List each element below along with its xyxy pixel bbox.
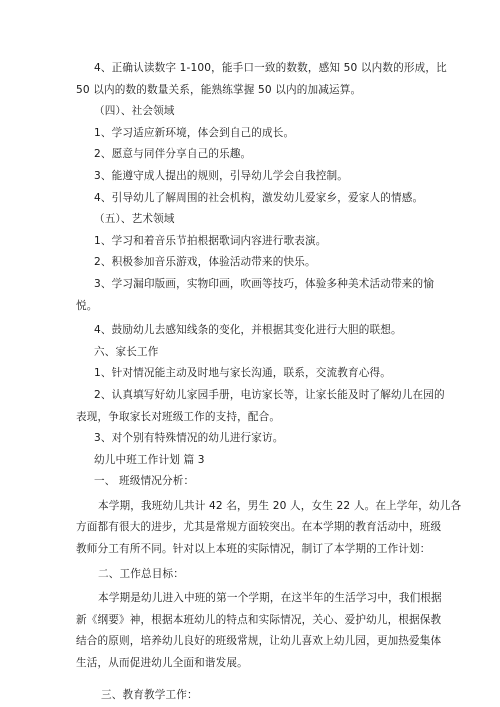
- paragraph-line: 教师分工有所不同。针对以上本班的实际情况，制订了本学期的工作计划：: [76, 543, 431, 556]
- paragraph-line: 本学期，我班幼儿共计 42 名，男生 20 人，女生 22 人。在上学年，幼儿各: [98, 499, 462, 512]
- list-item: 2、认真填写好幼儿家园手册，电访家长等，让家长能及时了解幼儿在园的: [94, 388, 445, 401]
- list-item: 3、能遵守成人提出的规则，引导幼儿学会自我控制。: [94, 169, 348, 182]
- paragraph-line: 本学期是幼儿进入中班的第一个学期，在这半年的生活学习中，我们根据: [98, 592, 442, 605]
- list-item: 4、鼓励幼儿去感知线条的变化，并根据其变化进行大胆的联想。: [94, 324, 402, 337]
- list-item: 3、学习漏印版画，实物印画，吹画等技巧，体验多种美术活动带来的愉: [94, 277, 434, 290]
- paragraph-line: 方面都有很大的进步，尤其是常规方面较突出。在本学期的教育活动中，班级: [76, 521, 442, 534]
- section-heading: （五）、艺术领域: [94, 213, 175, 226]
- list-item: 2、愿意与同伴分享自己的乐趣。: [94, 148, 252, 161]
- paragraph-line: 悦。: [76, 299, 98, 312]
- paragraph-line: 50 以内的数的数量关系，能熟练掌握 50 以内的加减运算。: [76, 83, 362, 96]
- list-item: 3、对个别有特殊情况的幼儿进行家访。: [94, 432, 284, 445]
- document-page: [76, 58, 462, 706]
- paragraph-line: 生活，从而促进幼儿全面和谐发展。: [76, 657, 248, 670]
- section-heading: 一、 班级情况分析：: [94, 475, 195, 488]
- paragraph-line: 新《纲要》神，根据本班幼儿的特点和实际情况，关心、爱护幼儿，根据保教: [76, 613, 442, 626]
- paragraph-line: 4、正确认读数字 1-100，能手口一致的数数，感知 50 以内数的形成，比: [94, 62, 447, 74]
- paragraph-line: 结合的原则，培养幼儿良好的班级常规，让幼儿喜欢上幼儿园，更加热爱集体: [76, 635, 442, 648]
- paragraph-line: 表现，争取家长对班级工作的支持，配合。: [76, 410, 281, 423]
- list-item: 1、学习和着音乐节拍根据歌词内容进行歌表演。: [94, 234, 327, 247]
- list-item: 4、引导幼儿了解周围的社会机构，激发幼儿爱家乡，爱家人的情感。: [94, 191, 424, 204]
- document-subtitle: 幼儿中班工作计划 篇 3: [94, 453, 205, 466]
- list-item: 1、学习适应新环境，体会到自己的成长。: [94, 126, 295, 139]
- section-heading: 二、工作总目标：: [98, 567, 184, 580]
- section-heading: 三、教育教学工作：: [101, 688, 198, 701]
- list-item: 1、针对情况能主动及时地与家长沟通，联系，交流教育心得。: [94, 367, 391, 380]
- list-item: 2、积极参加音乐游戏，体验活动带来的快乐。: [94, 256, 316, 269]
- section-heading: 六、家长工作: [94, 345, 159, 358]
- section-heading: （四）、社会领域: [94, 105, 175, 118]
